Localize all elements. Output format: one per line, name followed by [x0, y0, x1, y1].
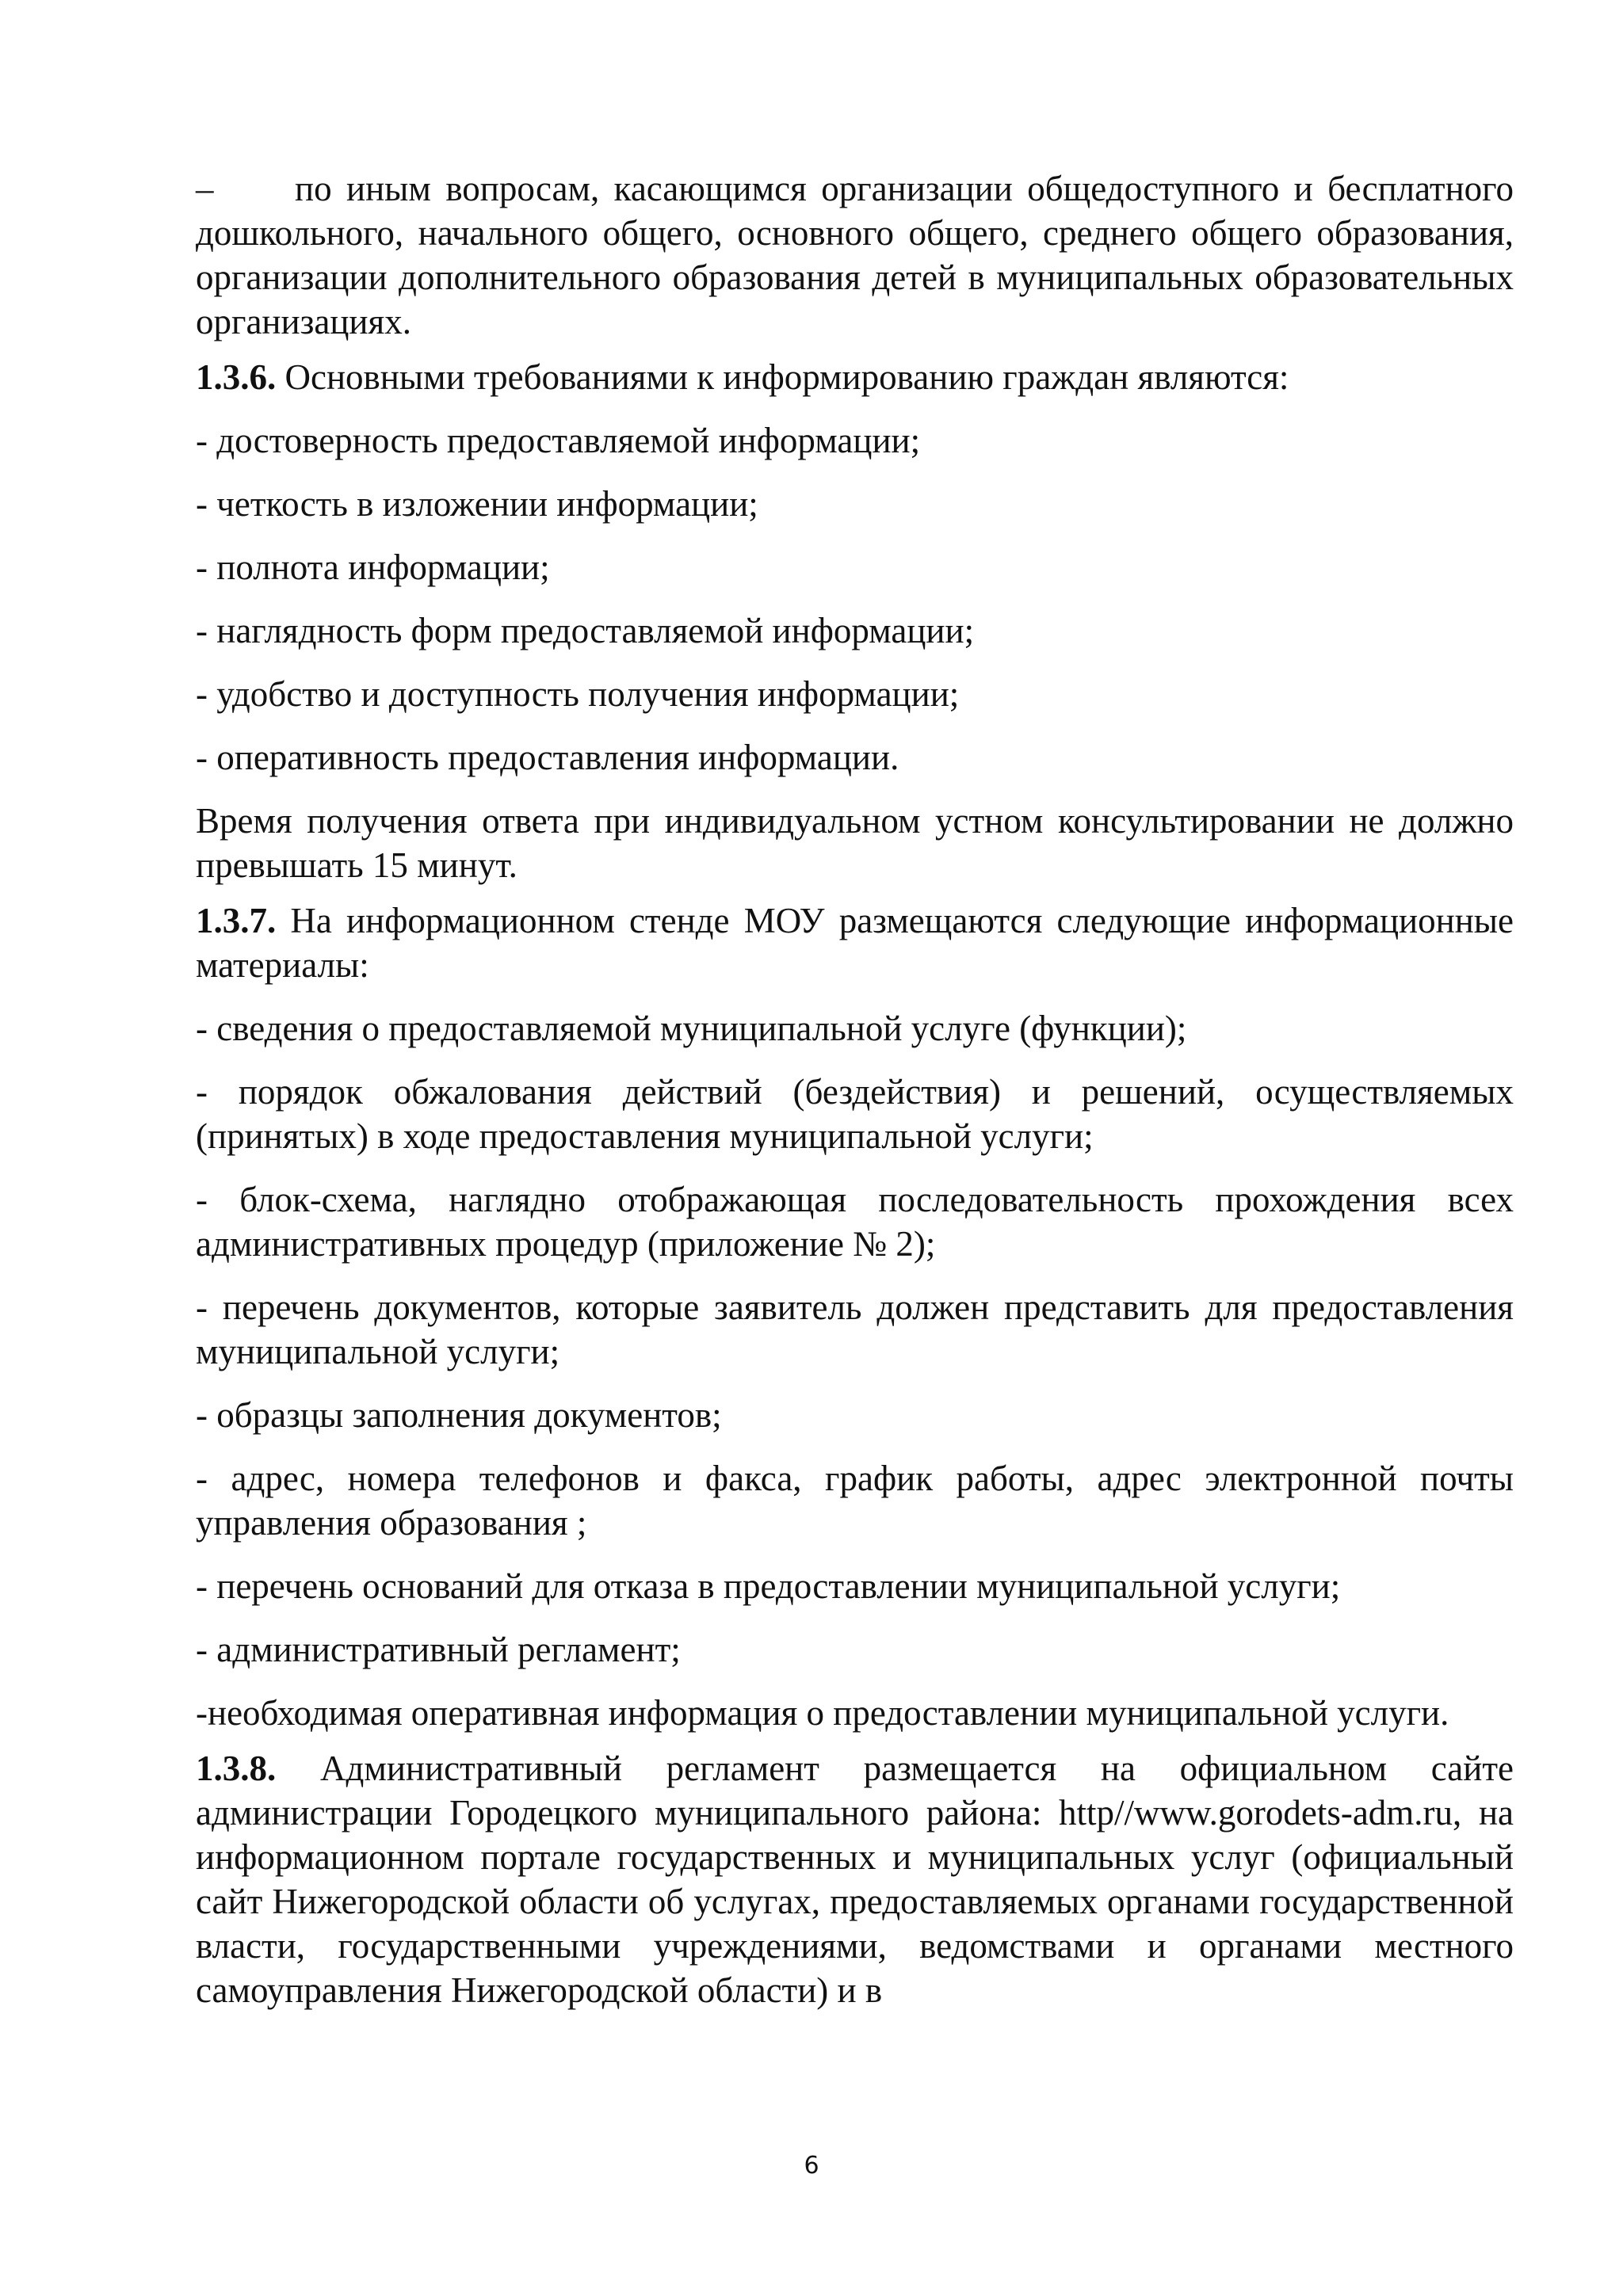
- dash-marker: –: [196, 169, 214, 208]
- list-item-sample-forms: - образцы заполнения документов;: [196, 1395, 722, 1435]
- section-text: На информационном стенде МОУ размещаются следующие информационные материалы:: [196, 901, 1514, 985]
- list-item-refusal-grounds: - перечень оснований для отказа в предоставлении муниципальной услуги;: [196, 1566, 1341, 1606]
- paragraph-text: по иным вопросам, касающимся организации общедоступного и бесплатного дошкольного, начального общего, основного общего, среднего общего образования, организации дополнительного образования детей в муниципальных образовательных организациях.: [196, 169, 1514, 341]
- list-item-completeness: - полнота информации;: [196, 547, 550, 587]
- list-item-flowchart: - блок-схема, наглядно отображающая последовательность прохождения всех административных процедур (приложение № 2);: [196, 1180, 1514, 1264]
- section-1-3-7: [196, 898, 1514, 987]
- section-number: 1.3.6.: [196, 357, 277, 397]
- list-item-convenience: - удобство и доступность получения информации;: [196, 674, 960, 714]
- list-item-promptness: - оперативность предоставления информации.: [196, 738, 899, 777]
- list-item-operational-info: -необходимая оперативная информация о предоставлении муниципальной услуги.: [196, 1693, 1449, 1733]
- list-item-documents-list: - перечень документов, которые заявитель должен представить для предоставления муниципальной услуги;: [196, 1287, 1514, 1371]
- section-text: Основными требованиями к информированию граждан являются:: [276, 357, 1289, 397]
- section-number: 1.3.7.: [196, 901, 277, 940]
- list-item-contacts: - адрес, номера телефонов и факса, график работы, адрес электронной почты управления образования ;: [196, 1459, 1514, 1543]
- list-item-clarity: - четкость в изложении информации;: [196, 484, 758, 524]
- list-item-reliability: - достоверность предоставляемой информации;: [196, 421, 921, 460]
- section-1-3-8: [196, 1746, 1514, 2012]
- list-item-service-info: - сведения о предоставляемой муниципальной услуге (функции);: [196, 1009, 1187, 1048]
- list-item-visibility: - наглядность форм предоставляемой информации;: [196, 611, 975, 650]
- paragraph-other-questions: [196, 166, 1514, 344]
- list-item-appeal-procedure: - порядок обжалования действий (бездействия) и решений, осуществляемых (принятых) в ходе предоставления муниципальной услуги;: [196, 1072, 1514, 1156]
- section-text: Административный регламент размещается на официальном сайте администрации Городецкого муниципального района: http//www.gorodets-adm.ru, на информационном портале государственных и муниципальных услуг (официальный сайт Нижегородской области об услугах, предоставляемых органами государственной власти, государственными учреждениями, ведомствами и органами местного самоуправления Нижегородской области) и в: [196, 1749, 1514, 2010]
- section-number: 1.3.8.: [196, 1749, 277, 1788]
- section-1-3-6: [196, 355, 1514, 399]
- document-page: [196, 166, 1514, 2012]
- paragraph-response-time: Время получения ответа при индивидуальном устном консультировании не должно превышать 15 минут.: [196, 801, 1514, 885]
- page-number: 6: [804, 2152, 819, 2180]
- list-item-regulation: - административный регламент;: [196, 1630, 681, 1669]
